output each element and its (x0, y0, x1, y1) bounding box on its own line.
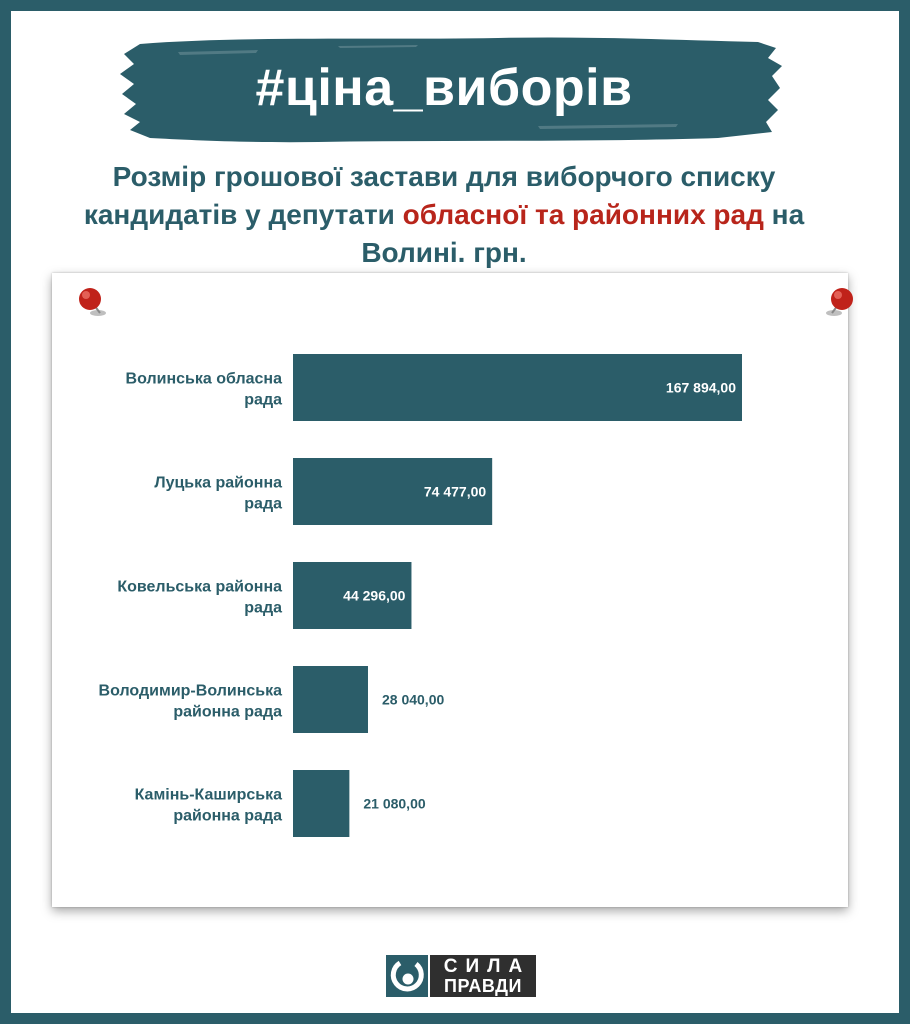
logo-wordmark (430, 955, 536, 997)
bar (293, 770, 349, 837)
bar (293, 666, 368, 733)
logo (386, 955, 536, 997)
category-label: Камінь-Каширська районна рада (134, 786, 282, 825)
value-label: 28 040,00 (381, 691, 445, 708)
category-label: Ковельська районна рада (117, 578, 282, 617)
category-label: Володимир-Волинська районна рада (98, 682, 282, 721)
hashtag-title: #ціна_виборів (255, 59, 633, 117)
logo-mark (386, 955, 428, 997)
bar-chart (52, 273, 848, 907)
value-label: 74 477,00 (423, 483, 487, 500)
logo-line1: СИЛА (443, 956, 531, 977)
logo-symbol-icon (386, 955, 428, 997)
logo-line2: ПРАВДИ (444, 976, 522, 996)
chart-subtitle (60, 158, 828, 272)
category-label: Волинська обласна рада (125, 370, 282, 409)
category-label: Луцька районна рада (154, 474, 282, 513)
value-label: 44 296,00 (343, 587, 406, 604)
value-label: 167 894,00 (665, 379, 736, 396)
subtitle-part1: Розмір грошової застави для виборчого списку кандидатів у депутати (83, 161, 776, 230)
value-label: 21 080,00 (363, 795, 426, 812)
subtitle-part2: на Волині. грн. (361, 199, 805, 268)
subtitle-highlight: обласної та районних рад (402, 199, 764, 230)
